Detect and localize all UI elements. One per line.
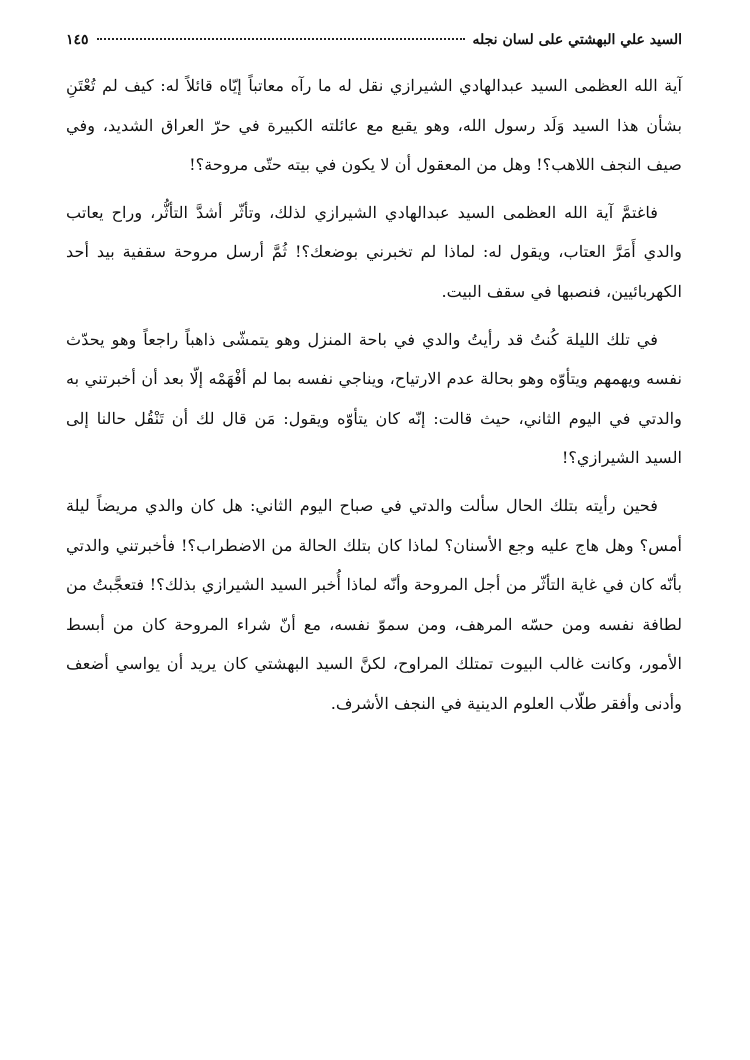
dotted-leader (97, 38, 465, 40)
paragraph-3: في تلك الليلة كُنتُ قد رأيتُ والدي في باحة المنزل وهو يتمشّى ذاهباً راجعاً وهو يحدّث نفسه ويهمهم ويتأوّه وهو بحالة عدم الارتياح، ويناجي نفسه بما لم أفْهَمْه إلّا بعد أن أخبرتني به والدتي في اليوم الثاني، حيث قالت: إنّه كان يتأوّه ويقول: مَن قال لك أن تَنْقُل حالنا إلى السيد الشيرازي؟! (66, 329, 682, 468)
paragraph-1: آية الله العظمى السيد عبدالهادي الشيرازي نقل له ما رآه معاتباً إيّاه قائلاً له: كيف لم تُعْتَنِ بشأن هذا السيد وَلَد رسول الله، وهو يقبع مع عائلته الكبيرة في حرّ العراق الشديد، وفي صيف النجف اللاهب؟! وهل من المعقول أن لا يكون في بيته حتّى مروحة؟! (66, 76, 682, 175)
running-header (66, 18, 682, 58)
paragraph-2: فاغتمَّ آية الله العظمى السيد عبدالهادي الشيرازي لذلك، وتأثّر أشدَّ التأثُّر، وراح يعاتب والدي أَمَرَّ العتاب، ويقول له: لماذا لم تخبرني بوضعك؟! ثُمَّ أرسل مروحة سقفية بيد أحد الكهربائيين، فنصبها في سقف البيت. (66, 202, 682, 301)
paragraph-4: فحين رأيته بتلك الحال سألت والدتي في صباح اليوم الثاني: هل كان والدي مريضاً ليلة أمس؟ وهل هاج عليه وجع الأسنان؟ لماذا كان بتلك الحالة من الاضطراب؟! فأخبرتني والدتي بأنّه كان في غاية التأثّر من أجل المروحة وأنّه لماذا أُخبر السيد الشيرازي بذلك؟! فتعجَّبتُ من لطافة نفسه ومن حسّه المرهف، ومن سموّ نفسه، مع أنّ شراء المروحة كان من أبسط الأمور، وكانت غالب البيوت تمتلك المراوح، لكنَّ السيد البهشتي كان يريد أن يواسي أضعف وأدنى وأفقر طلّاب العلوم الدينية في النجف الأشرف. (66, 495, 682, 713)
body-text (66, 66, 682, 724)
page-number: ١٤٥ (66, 32, 89, 48)
book-page (66, 18, 682, 1038)
running-title: السيد علي البهشتي على لسان نجله (472, 32, 682, 48)
